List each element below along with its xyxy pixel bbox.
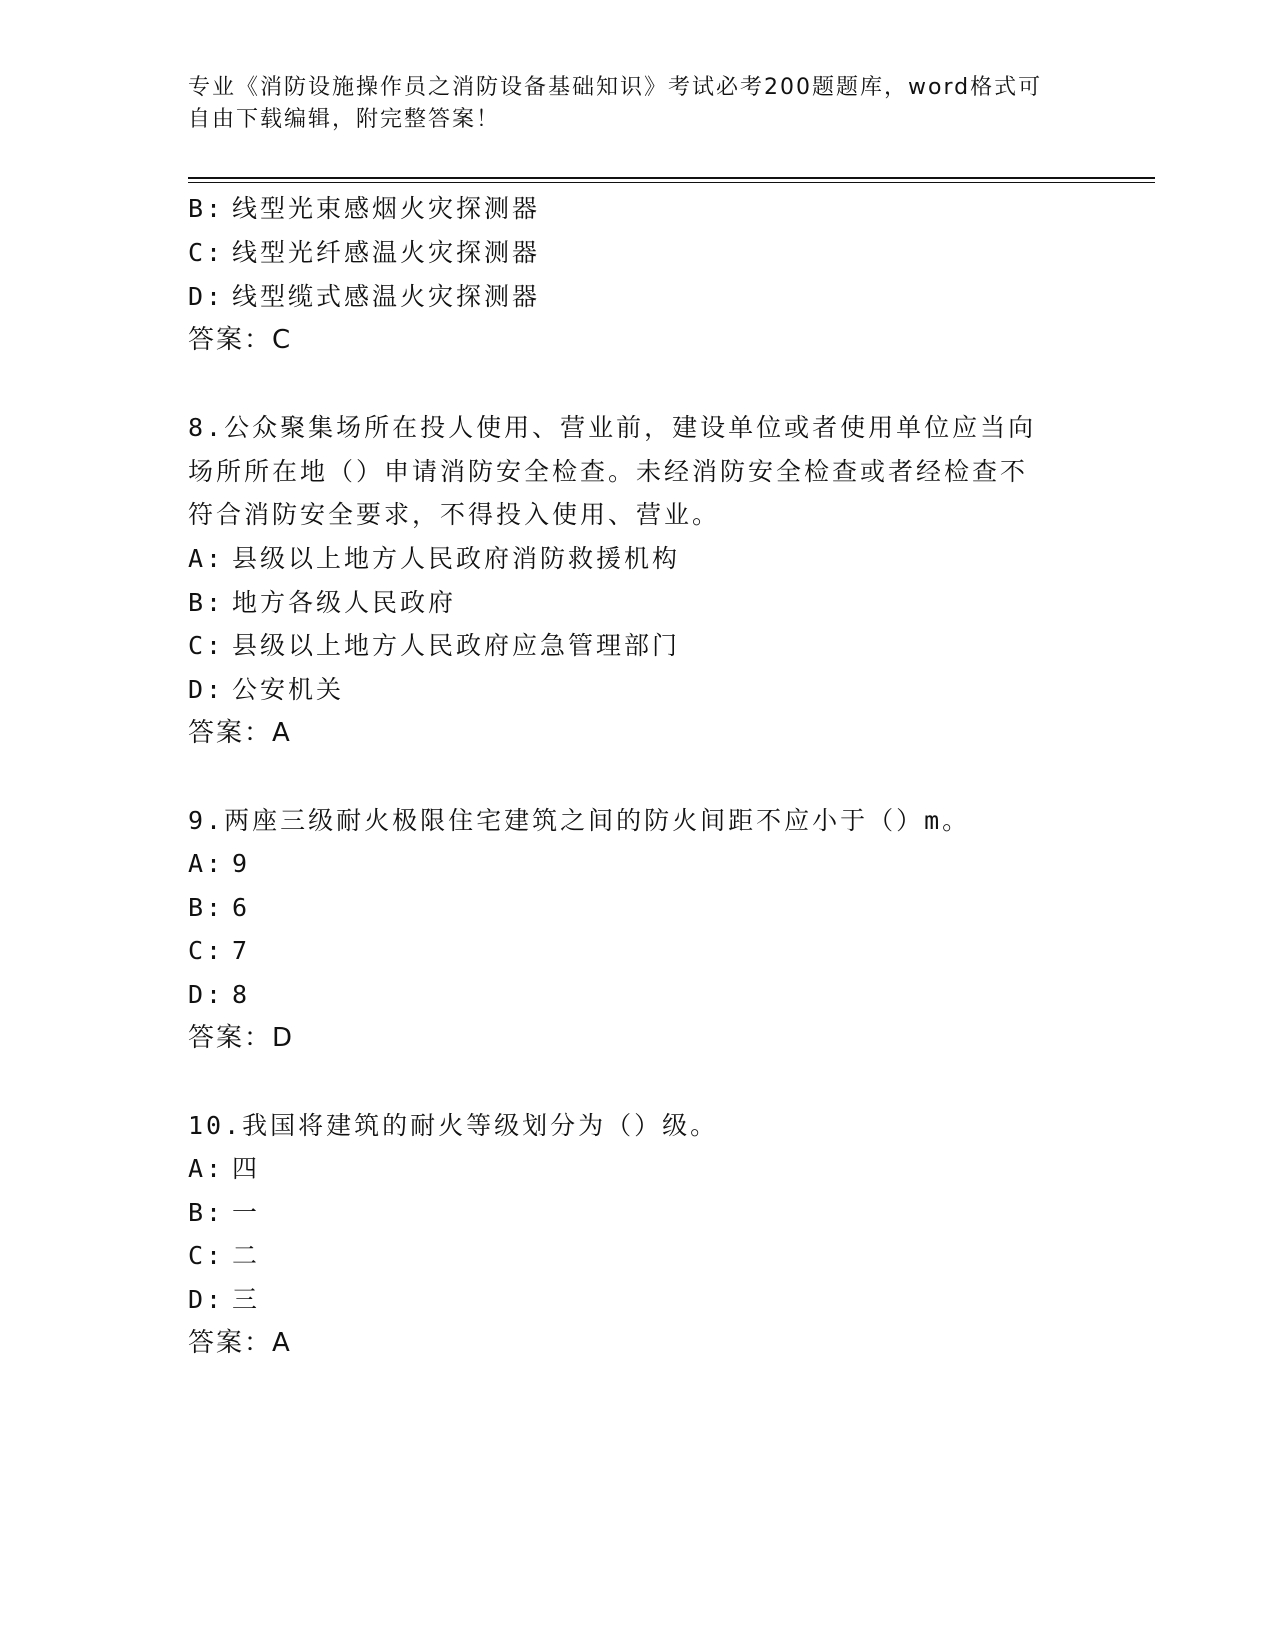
q9-option-d: D: 8 (188, 980, 251, 1009)
document-header (188, 72, 1088, 136)
header-line-1: 专业《消防设施操作员之消防设备基础知识》考试必考200题题库，word格式可 (188, 75, 1043, 100)
q8-stem-line-3: 符合消防安全要求，不得投入使用、营业。 (188, 500, 721, 529)
q8-option-b: B: 地方各级人民政府 (188, 588, 457, 617)
q10-answer: 答案：A (188, 1328, 292, 1358)
q10-option-a: A: 四 (188, 1154, 261, 1183)
q7-answer: 答案：C (188, 325, 293, 355)
q9-option-b: B: 6 (188, 893, 251, 922)
q8-stem-line-2: 场所所在地（）申请消防安全检查。未经消防安全检查或者经检查不 (188, 457, 1029, 486)
header-divider-thin (188, 182, 1155, 183)
q9-option-a: A: 9 (188, 849, 251, 878)
q8-stem-line-1: 8.公众聚集场所在投人使用、营业前，建设单位或者使用单位应当向 (188, 413, 1037, 442)
q8-option-d: D: 公安机关 (188, 675, 345, 704)
q7-option-d: D: 线型缆式感温火灾探测器 (188, 282, 541, 311)
q10-stem: 10.我国将建筑的耐火等级划分为（）级。 (188, 1111, 719, 1140)
q8-option-a: A: 县级以上地方人民政府消防救援机构 (188, 544, 681, 573)
q10-option-d: D: 三 (188, 1285, 261, 1314)
q9-answer: 答案：D (188, 1023, 295, 1053)
q7-option-c: C: 线型光纤感温火灾探测器 (188, 238, 541, 267)
q8-option-c: C: 县级以上地方人民政府应急管理部门 (188, 631, 681, 660)
header-line-2: 自由下载编辑，附完整答案！ (188, 107, 501, 132)
q9-stem: 9.两座三级耐火极限住宅建筑之间的防火间距不应小于（）m。 (188, 806, 971, 835)
q8-answer: 答案：A (188, 718, 292, 748)
q7-option-b: B: 线型光束感烟火灾探测器 (188, 194, 541, 223)
q10-option-c: C: 二 (188, 1241, 261, 1270)
header-divider (188, 177, 1155, 179)
q10-option-b: B: 一 (188, 1198, 261, 1227)
q9-option-c: C: 7 (188, 936, 251, 965)
